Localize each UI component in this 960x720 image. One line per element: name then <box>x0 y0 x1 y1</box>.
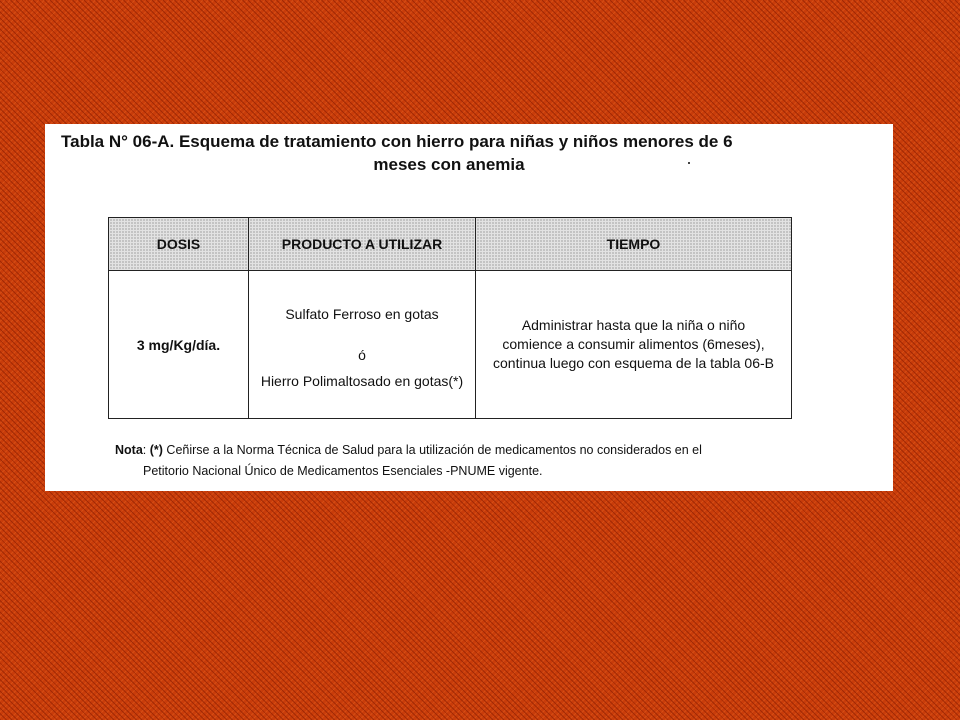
table-header-row <box>109 218 792 271</box>
header-producto: PRODUCTO A UTILIZAR <box>249 218 476 271</box>
product-or: ó <box>358 346 366 363</box>
treatment-table <box>108 217 792 419</box>
footnote: Nota: (*) Ceñirse a la Norma Técnica de Salud para la utilización de medicamentos no considerados en el Petitorio Nacional Único de Medicamentos Esenciales -PNUME vigente. <box>115 440 875 482</box>
product-option-2: Hierro Polimaltosado en gotas(*) <box>260 372 464 389</box>
note-marker: (*) <box>149 443 163 457</box>
table-title-line2: meses con anemia <box>373 155 525 174</box>
time-cell: Administrar hasta que la niña o niño comience a consumir alimentos (6meses), continua luego con esquema de la tabla 06-B <box>476 271 792 419</box>
header-tiempo: TIEMPO <box>476 218 792 271</box>
product-cell <box>249 271 476 419</box>
table-title <box>45 130 893 176</box>
dose-cell: 3 mg/Kg/día. <box>109 271 249 419</box>
table-row <box>109 271 792 419</box>
note-label: Nota <box>115 443 143 457</box>
note-line1: Ceñirse a la Norma Técnica de Salud para la utilización de medicamentos no considerados en el <box>166 443 702 457</box>
note-line2: Petitorio Nacional Único de Medicamentos Esenciales -PNUME vigente. <box>143 464 543 478</box>
document-image <box>45 124 893 491</box>
product-option-1: Sulfato Ferroso en gotas <box>285 305 439 322</box>
header-dosis: DOSIS <box>109 218 249 271</box>
scan-speck <box>688 162 690 164</box>
table-title-line1: Tabla N° 06-A. Esquema de tratamiento con hierro para niñas y niños menores de 6 <box>61 132 733 151</box>
